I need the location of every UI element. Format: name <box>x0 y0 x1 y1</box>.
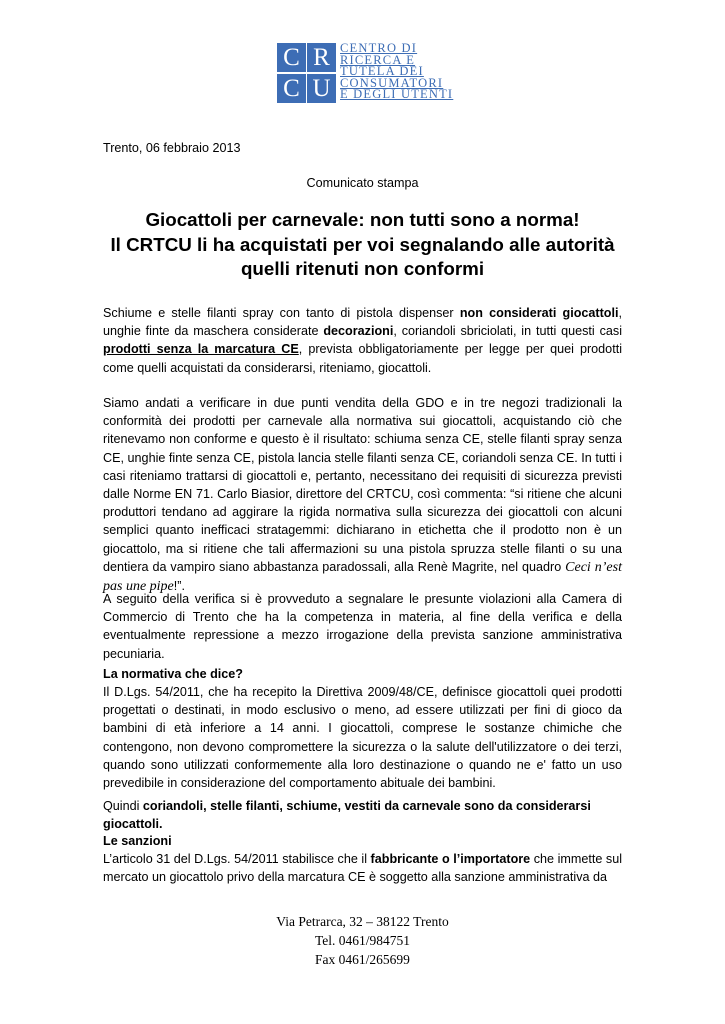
logo-letter: C <box>283 75 300 102</box>
press-release-label: Comunicato stampa <box>306 176 419 190</box>
logo-divider <box>277 72 336 74</box>
title-line: quelli ritenuti non conformi <box>240 258 485 280</box>
crtcu-logo <box>277 43 453 103</box>
section-heading: Le sanzioni <box>103 834 172 848</box>
logo-letter: R <box>313 44 330 71</box>
title-line: Il CRTCU li ha acquistati per voi segnalando alle autorità <box>110 233 615 255</box>
text-run: Quindi <box>103 799 143 813</box>
text-run: che immette sul mercato un giocattolo privo della marcatura CE è soggetto alla sanzione amministrativa da <box>103 852 623 885</box>
bold-text: non considerati giocattoli <box>459 306 619 320</box>
bold-text: decorazioni <box>323 324 394 339</box>
logo-line: CONSUMATORI <box>340 75 444 90</box>
logo-letter: C <box>283 44 300 71</box>
logo-line: E DEGLI UTENTI <box>340 87 454 102</box>
text-run: , unghie finte da maschera considerate <box>103 306 623 339</box>
text-run: L’articolo 31 del D.Lgs. 54/2011 stabilisce che il <box>103 852 371 866</box>
paragraph-sanctions <box>103 850 622 886</box>
logo-letter: U <box>312 75 331 102</box>
paragraph-law: Il D.Lgs. 54/2011, che ha recepito la Direttiva 2009/48/CE, definisce giocattoli quei prodotti progettati o destinati, in modo esclusivo o meno, ad essere utilizzati per fini di gioco da bambini di età inferiore a 14 anni. I giocattoli, comprese le sostanze chimiche che contengono, non devono compromettere la sicurezza o la salute dell'utilizzatore o dei terzi, quando sono utilizzati conformemente alla loro destinazione o quando ne e' fatto un uso prevedibile in considerazione del comportamento abituale dei bambini. <box>103 685 622 791</box>
bold-text: coriandoli, stelle filanti, schiume, vestiti da carnevale sono da considerarsi giocattoli. <box>103 799 591 832</box>
logo-line: TUTELA DEI <box>340 64 424 79</box>
logo-line: RICERCA E <box>340 52 416 67</box>
paragraph-report: A seguito della verifica si è provveduto a segnalare le presunte violazioni alla Camera di Commercio di Trento che ha la competenza in materia, al fine della verifica e della eventualmente repressione a mezzo irrogazione della prevista sanzione amministrativa pecuniaria. <box>103 592 622 661</box>
text-run: !”. <box>173 579 185 594</box>
document-date: Trento, 06 febbraio 2013 <box>103 141 241 155</box>
section-heading: La normativa che dice? <box>103 667 243 681</box>
logo-line: CENTRO DI <box>340 41 418 55</box>
title-line: Giocattoli per carnevale: non tutti sono a norma! <box>145 209 580 230</box>
text-run: Siamo andati a verificare in due punti vendita della GDO e in tre negozi tradizionali la conformità dei prodotti per carnevale alla normativa sui giocattoli, acquistando ciò che ritenevamo non conforme e questo è il risultato: schiuma senza CE, stelle filanti spray senza CE, unghie finte senza CE, pistola lancia stelle filanti senza CE, coriandoli senza CE. In tutti i casi riteniamo trattarsi di giocattoli e, pertanto, necessitano dei requisiti di sicurezza previsti dalle Norme EN 71. Carlo Biasior, direttore del CRTCU, così commenta: “si ritiene che alcuni produttori tendano ad aggirare la rigida normativa sulla sicurezza dei giocattoli con alcuni semplici quanto inefficaci stratagemmi: dichiarano in etichetta che il prodotto non è un giocattolo, ma si ritiene che tali affermazioni su una pistola spruzza stelle filanti o su una dentiera da vampiro siano abbastanza paradossali, alla Renè Magrite, nel quadro <box>103 396 622 574</box>
paragraph-verification <box>103 394 622 596</box>
bold-text: fabbricante o l’importatore <box>370 852 531 866</box>
document-title <box>70 208 655 282</box>
underlined-text: prodotti senza la marcatura CE <box>103 342 299 357</box>
page-footer <box>0 913 725 969</box>
text-run: Schiume e stelle filanti spray con tanto di pistola dispenser <box>103 306 460 320</box>
text-run: , prevista obbligatoriamente per legge per quei prodotti come quelli acquistati da considerarsi, riteniamo, giocattoli. <box>103 342 622 375</box>
footer-phone: Tel. 0461/984751 <box>314 932 411 948</box>
footer-address: Via Petrarca, 32 – 38122 Trento <box>276 914 449 929</box>
text-run: , coriandoli sbriciolati, in tutti questi casi <box>393 324 622 339</box>
quote-text: Ceci n’est pas une pipe <box>103 559 622 595</box>
logo-wordmark <box>340 43 453 101</box>
paragraph-conclusion <box>103 797 622 833</box>
footer-fax: Fax 0461/265699 <box>315 951 410 967</box>
logo-mark <box>277 43 336 103</box>
paragraph-intro <box>103 304 622 377</box>
